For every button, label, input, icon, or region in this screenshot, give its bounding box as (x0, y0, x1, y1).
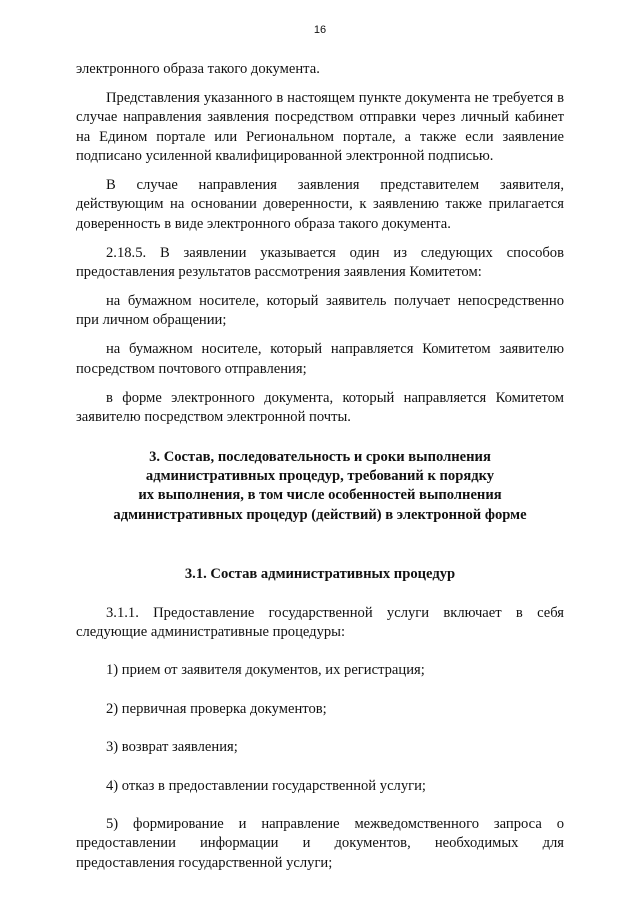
paragraph-document-not-required: Представления указанного в настоящем пункте документа не требуется в случае направления заявления посредством отправки через личный кабинет на Едином портале или Региональном портале, а также если заявление подписано усиленной квалифицированной электронной подписью. (76, 89, 564, 165)
paragraph-continuation: электронного образа такого документа. (76, 61, 320, 77)
procedure-item: 1) прием от заявителя документов, их регистрация; (106, 662, 425, 679)
paragraph-3-1-1-intro: 3.1.1. Предоставление государственной услуги включает в себя следующие административные процедуры: (76, 604, 564, 640)
paragraph-representative-power-of-attorney: В случае направления заявления представителем заявителя, действующим на основании доверенности, к заявлению также прилагается доверенность в виде электронного образа такого документа. (76, 177, 564, 232)
paragraph-paper-by-post: на бумажном носителе, который направляется Комитетом заявителю посредством почтового отправления; (76, 341, 564, 377)
procedure-item: 3) возврат заявления; (106, 739, 238, 756)
section-3-heading-line: их выполнения, в том числе особенностей выполнения (138, 487, 502, 504)
section-3-heading (76, 448, 564, 526)
procedure-item: 4) отказ в предоставлении государственной услуги; (106, 777, 426, 794)
section-3-heading-line: административных процедур (действий) в электронной форме (113, 506, 527, 523)
paragraph-electronic-by-email: в форме электронного документа, который направляется Комитетом заявителю посредством электронной почты. (76, 389, 564, 426)
section-3-heading-line: административных процедур, требований к порядку (145, 467, 495, 484)
subsection-3-1-heading: 3.1. Состав административных процедур (184, 566, 456, 583)
paragraph-2-18-5: 2.18.5. В заявлении указывается один из следующих способов предоставления результатов рассмотрения заявления Комитетом: (76, 244, 564, 281)
procedure-item: 2) первичная проверка документов; (106, 700, 327, 717)
section-3-heading-line: 3. Состав, последовательность и сроки выполнения (149, 448, 491, 465)
page-content (76, 60, 564, 892)
procedure-item: 5) формирование и направление межведомственного запроса о предоставлении информации и документов, необходимых для предоставления государственной услуги; (76, 815, 564, 871)
paragraph-paper-in-person: на бумажном носителе, который заявитель получает непосредственно при личном обращении; (76, 293, 564, 329)
page-number: 16 (313, 24, 327, 36)
